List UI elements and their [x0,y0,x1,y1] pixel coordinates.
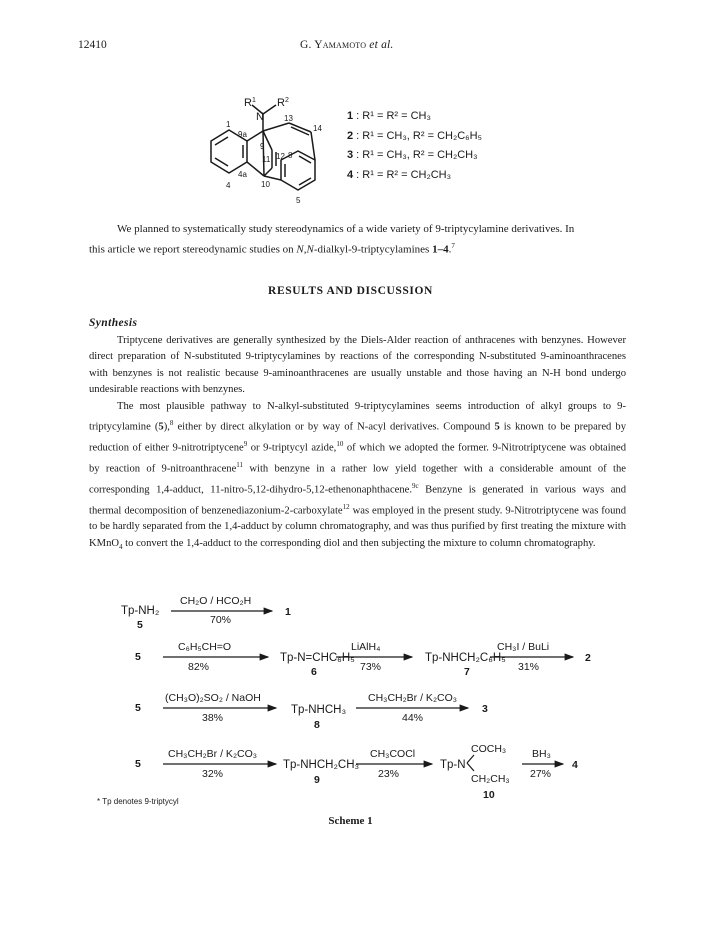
row4-reagent-1: CH₃CH₂Br / K₂CO₃ [168,748,258,760]
row1-start-num: 5 [137,619,143,631]
row2-intermediate-2: Tp-NHCH₂C₆H₅ [425,652,506,664]
row4-reagent-2: CH₃COCl [370,748,416,760]
row4-intermediate-2-top: COCH₃ [471,743,507,755]
c14-label: 14 [313,124,322,133]
intro-line-1: We planned to systematically study stereodynamics of a wide variety of 9-triptycylamine derivatives. In [117,223,575,235]
row1-yield: 70% [210,614,232,626]
running-title [300,39,394,51]
c1-label: 1 [226,120,231,129]
c11-label: 11 [262,155,271,164]
row4-product: 4 [572,759,578,771]
row3-yield-1: 38% [202,712,224,724]
nitrogen-label: N [256,111,264,123]
row4-yield-2: 23% [378,768,400,780]
section-heading: RESULTS AND DISCUSSION [268,285,433,297]
right-benzene-ring [281,151,315,190]
scheme-footnote: * Tp denotes 9-triptycyl [97,797,179,806]
compound-entry-3: 3 : R¹ = CH₃, R² = CH₂CH₃ [347,149,478,161]
row3-reagent-2: CH₃CH₂Br / K₂CO₃ [368,692,458,704]
row3-intermediate-1-num: 8 [314,719,320,731]
c13-label: 13 [284,114,293,123]
row3-reagent-1: (CH₃O)₂SO₂ / NaOH [165,692,261,704]
row2-intermediate-1-num: 6 [311,666,317,678]
subheading: Synthesis [89,317,138,329]
row2-yield-1: 82% [188,661,210,673]
row4-intermediate-2-num: 10 [483,789,495,800]
row2-yield-2: 73% [360,661,382,673]
row2-start: 5 [135,651,141,663]
row2-reagent-1: C₆H₅CH=O [178,641,232,653]
running-title-author: G. Yamamoto [300,39,367,51]
scheme-caption: Scheme 1 [328,815,373,827]
row4-start: 5 [135,758,141,770]
paragraph-1: Triptycene derivatives are generally synthesized by the Diels-Alder reaction of anthracenes with benzynes. However direct preparation of N-substituted 9-triptycylamines by reactions of the corresponding N-substituted 9-aminoanthracenes with benzynes is not realistic because 9-aminoanthracenes are usually unstable and those having an N-H bond undergo undesirable reactions with benzynes. [89,335,626,395]
row4-intermediate-1: Tp-NHCH₂CH₃ [283,759,360,771]
row3-product: 3 [482,703,488,715]
compound-list [347,107,482,185]
compound-entry-2: 2 : R¹ = CH₃, R² = CH₂C₆H₅ [347,129,482,142]
r2-label: $R^2$ [277,97,289,109]
row2-intermediate-1: Tp-N=CHC₆H₅ [280,652,355,664]
row2-yield-3: 31% [518,661,540,673]
row4-intermediate-2-bottom: CH₂CH₃ [471,773,510,785]
c4-label: 4 [226,181,231,190]
intro-line-2: this article we report stereodynamic studies on N,N-dialkyl-9-triptycylamines 1–4.$^7$ [89,242,455,256]
row2-reagent-2: LiAlH₄ [351,641,381,653]
row2-product: 2 [585,652,591,664]
row3-intermediate-1: Tp-NHCH₃ [291,704,347,716]
page-number: 12410 [78,39,107,51]
row3-start: 5 [135,702,141,714]
running-title-suffix: et al. [366,39,394,51]
c10-label: 10 [261,180,270,189]
c9-label: 9 [260,142,265,151]
scheme-1-diagram [0,585,701,800]
row3-yield-2: 44% [402,712,424,724]
c5-label: 5 [296,196,301,205]
compound-entry-1: 1 : R¹ = R² = CH₃ [347,110,431,122]
r1-label: $R^1$ [244,97,256,109]
row4-intermediate-1-num: 9 [314,774,320,786]
row4-reagent-3: BH₃ [532,748,551,760]
row4-yield-3: 27% [530,768,552,780]
row1-reagent: CH₂O / HCO₂H [180,595,252,607]
c4a-label: 4a [238,170,247,179]
row2-reagent-3: CH₃I / BuLi [497,641,550,653]
row4-intermediate-2: Tp-N [440,759,466,771]
c8-label: 8 [288,151,293,160]
compound-entry-4: 4 : R¹ = R² = CH₂CH₃ [347,168,452,181]
triptycylamine-structure [190,88,340,213]
row1-product: 1 [285,606,291,618]
row2-intermediate-2-num: 7 [464,666,470,678]
paragraph-2: The most plausible pathway to N-alkyl-substituted 9-triptycylamines seems introduction of alkyl groups to 9-triptycylamine (5),$^8$ either by direct alkylation or by way of N-acyl derivatives. Compound 5 is known to be prepared by reduction of either 9-nitrotriptycene$^9$ or 9-triptycyl azide,$^{10}$ of which we adopted the former. 9-Nitrotriptycene was obtained by reaction of 9-nitroanthracene$^{11}$ with benzyne in a rather low yield together with a considerable amount of the corresponding 1,4-adduct, 11-nitro-5,12-dihydro-5,12-ethenonaphthacene.$^{9c}$ Benzyne is generated in various ways and thermal decomposition of benzenediazonium-2-carboxylate$^{12}$ was employed in the present study. 9-Nitrotriptycene was found to be hardly separated from the 1,4-adduct by column chromatography, and was thus purified by first treating the mixture with KMnO$_4$ to convert the 1,4-adduct to the corresponding diol and then subjecting the mixture to column chromatography. [89,401,627,551]
c12-label: 12 [276,152,285,161]
row4-yield-1: 32% [202,768,224,780]
row1-start: Tp-NH₂ [121,605,160,617]
c9a-label: 9a [238,130,247,139]
